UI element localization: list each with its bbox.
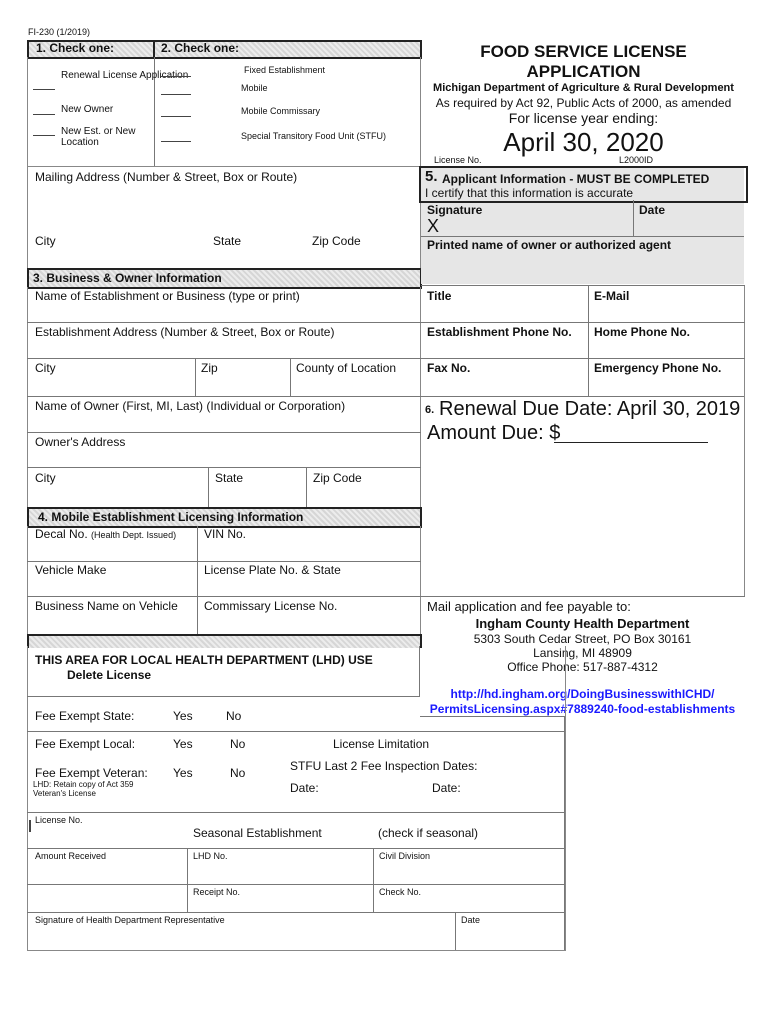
exempt-state-yes[interactable]: Yes (173, 709, 193, 723)
mail-department: Ingham County Health Department (475, 616, 690, 631)
owner-zip-label: Zip Code (313, 471, 362, 485)
mailing-city-label: City (35, 234, 56, 248)
new-owner-label: New Owner (61, 104, 114, 115)
lhd-no-label: LHD No. (193, 851, 228, 861)
new-location-checkbox[interactable] (33, 135, 55, 136)
check-no-label: Check No. (379, 887, 422, 897)
new-location-label: New Est. or New Location (61, 126, 136, 148)
est-zip-label: Zip (201, 361, 218, 375)
hd-rep-signature-label: Signature of Health Department Representative (35, 915, 225, 925)
owner-address-label: Owner's Address (35, 435, 126, 449)
act-reference: As required by Act 92, Public Acts of 2000, as amended (435, 96, 732, 110)
date-label: Date (639, 203, 666, 217)
new-owner-checkbox[interactable] (33, 114, 55, 115)
license-limitation-label: License Limitation (333, 737, 430, 751)
establishment-address-label: Establishment Address (Number & Street, Box or Route) (35, 325, 335, 339)
renewal-application-label: Renewal License Application (61, 70, 189, 81)
emergency-phone-label: Emergency Phone No. (594, 361, 722, 375)
civil-division-label: Civil Division (379, 851, 431, 861)
receipt-no-label: Receipt No. (193, 887, 241, 897)
license-no-label: License No. (434, 155, 482, 165)
title-field-label: Title (427, 289, 452, 303)
mobile-commissary-label: Mobile Commissary (241, 106, 321, 116)
vin-label: VIN No. (204, 527, 247, 541)
owner-name-label: Name of Owner (First, MI, Last) (Individual or Corporation) (35, 399, 346, 413)
decal-note: (Health Dept. Issued) (91, 530, 177, 540)
stfu-dates-label: STFU Last 2 Fee Inspection Dates: (290, 759, 478, 773)
exempt-local-no[interactable]: No (230, 737, 246, 751)
mobile-checkbox[interactable] (161, 94, 191, 95)
mail-instruction: Mail application and fee payable to: (427, 599, 631, 614)
exempt-state-no[interactable]: No (226, 709, 242, 723)
section5-number: 5. (425, 168, 438, 185)
printed-name-label: Printed name of owner or authorized agent (427, 238, 672, 252)
exempt-veteran-no[interactable]: No (230, 766, 246, 780)
stfu-date2-label: Date: (432, 781, 461, 795)
fee-exempt-veteran-label: Fee Exempt Veteran: (35, 766, 148, 780)
mail-phone: Office Phone: 517-887-4312 (507, 660, 658, 674)
mailing-zip-label: Zip Code (312, 234, 361, 248)
business-name-vehicle-label: Business Name on Vehicle (35, 599, 178, 613)
agency-name: Michigan Department of Agriculture & Rural Development (433, 82, 734, 94)
mailing-address-input[interactable] (33, 188, 417, 220)
section5-header: Applicant Information - MUST BE COMPLETED (442, 172, 710, 186)
exempt-veteran-yes[interactable]: Yes (173, 766, 193, 780)
check-if-seasonal-label: (check if seasonal) (378, 826, 479, 840)
section6-number: 6. (425, 404, 435, 416)
est-phone-label: Establishment Phone No. (427, 325, 572, 339)
amount-received-label: Amount Received (35, 851, 107, 861)
amount-due-label: Amount Due: $ (427, 422, 561, 444)
mail-street: 5303 South Cedar Street, PO Box 30161 (473, 632, 692, 646)
lhd-license-no-label: License No. (35, 815, 83, 825)
section5-grid (421, 285, 745, 396)
exempt-local-yes[interactable]: Yes (173, 737, 193, 751)
section6-box (421, 396, 745, 596)
signature-label: Signature (427, 203, 483, 217)
stfu-date1-label: Date: (290, 781, 319, 795)
stfu-label: Special Transitory Food Unit (STFU) (241, 131, 387, 141)
stfu-checkbox[interactable] (161, 141, 191, 142)
section1-header: 1. Check one: (36, 41, 115, 55)
email-field-label: E-Mail (594, 289, 630, 303)
fee-exempt-state-label: Fee Exempt State: (35, 709, 135, 723)
website-link-line1[interactable]: http://hd.ingham.org/DoingBusinesswithICHD/ (450, 687, 715, 701)
owner-city-label: City (35, 471, 56, 485)
vehicle-make-label: Vehicle Make (35, 563, 107, 577)
fixed-establishment-checkbox[interactable] (161, 76, 191, 77)
website-link-line2[interactable]: PermitsLicensing.aspx#7889240-food-establishments (429, 702, 736, 716)
section4-box (27, 526, 421, 634)
hd-rep-date-label: Date (461, 915, 481, 925)
mobile-label: Mobile (241, 83, 268, 93)
owner-state-label: State (215, 471, 244, 485)
mailing-state-label: State (213, 234, 242, 248)
lhd-header: THIS AREA FOR LOCAL HEALTH DEPARTMENT (LHD) USE (35, 653, 373, 667)
signature-input[interactable] (446, 216, 630, 238)
license-year-label: For license year ending: (508, 110, 659, 126)
decal-label: Decal No. (Health Dept. Issued) (35, 527, 177, 541)
fee-exempt-local-label: Fee Exempt Local: (35, 737, 136, 751)
signature-x-mark: X (427, 216, 440, 236)
section2-header: 2. Check one: (161, 41, 240, 55)
fax-label: Fax No. (427, 361, 471, 375)
veteran-note-line1: LHD: Retain copy of Act 359 (33, 780, 134, 789)
county-label: County of Location (296, 361, 397, 375)
form-code: FI-230 (1/2019) (28, 27, 91, 37)
seasonal-label: Seasonal Establishment (193, 826, 322, 840)
home-phone-label: Home Phone No. (594, 325, 691, 339)
mail-city: Lansing, MI 48909 (533, 646, 632, 660)
renewal-due-date: Renewal Due Date: April 30, 2019 (439, 398, 741, 420)
mobile-commissary-checkbox[interactable] (161, 116, 191, 117)
mailing-address-label: Mailing Address (Number & Street, Box or Route) (35, 170, 298, 184)
section3-header: 3. Business & Owner Information (33, 271, 222, 285)
form-title-line1: FOOD SERVICE LICENSE (480, 42, 687, 61)
veteran-note-line2: Veteran's License (33, 789, 96, 798)
lhd-box (27, 646, 566, 951)
form-title-line2: APPLICATION (526, 62, 641, 81)
l2000id-label: L2000ID (619, 155, 654, 165)
fixed-establishment-label: Fixed Establishment (244, 65, 326, 75)
establishment-name-label: Name of Establishment or Business (type or print) (35, 289, 300, 303)
commissary-license-label: Commissary License No. (204, 599, 338, 613)
renewal-checkbox[interactable] (33, 89, 55, 90)
section4-header: 4. Mobile Establishment Licensing Information (38, 510, 304, 524)
certify-statement: I certify that this information is accurate (425, 186, 634, 200)
license-year-date: April 30, 2020 (503, 127, 664, 157)
license-plate-label: License Plate No. & State (204, 563, 341, 577)
delete-license-label: Delete License (67, 668, 152, 682)
est-city-label: City (35, 361, 56, 375)
